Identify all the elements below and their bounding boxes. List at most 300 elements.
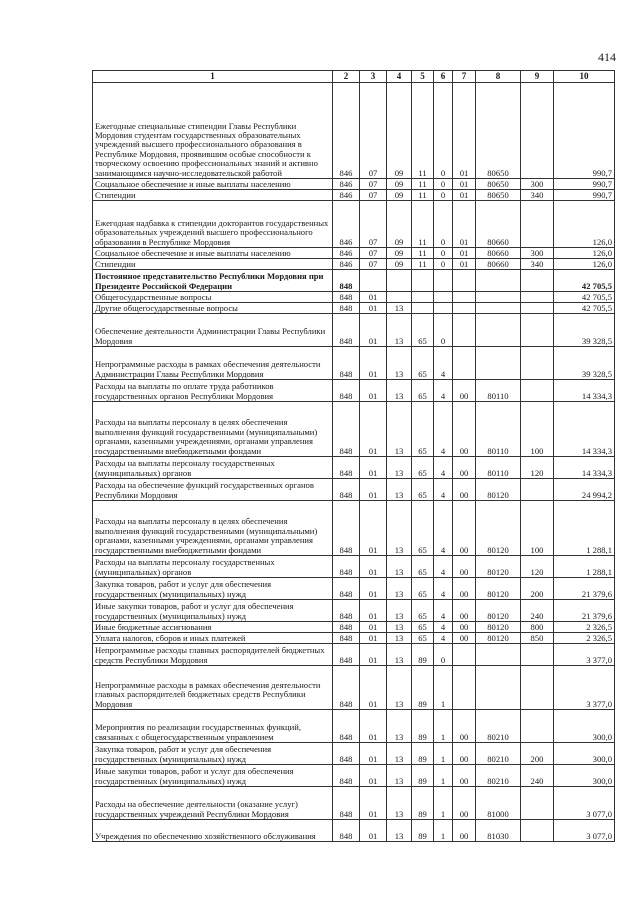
table-row xyxy=(93,347,615,380)
header-cell: 7 xyxy=(453,71,476,83)
program-code: 89 xyxy=(412,666,434,710)
amount: 39 328,5 xyxy=(554,347,615,380)
section-code: 01 xyxy=(360,556,387,578)
amount: 300,0 xyxy=(554,743,615,765)
amount: 42 705,5 xyxy=(554,303,615,314)
table-row xyxy=(93,479,615,501)
direction-code xyxy=(453,303,476,314)
direction-code: 00 xyxy=(453,710,476,743)
subprogram-code: 4 xyxy=(434,600,453,622)
target-code: 81000 xyxy=(476,787,521,820)
subsection-code: 13 xyxy=(387,710,412,743)
program-code: 11 xyxy=(412,190,434,201)
admin-code: 846 xyxy=(333,201,360,248)
section-code: 01 xyxy=(360,666,387,710)
section-code: 01 xyxy=(360,820,387,842)
admin-code: 848 xyxy=(333,710,360,743)
target-code: 80110 xyxy=(476,457,521,479)
target-code: 80120 xyxy=(476,556,521,578)
amount: 990,7 xyxy=(554,179,615,190)
expense-type-code: 240 xyxy=(521,765,554,787)
subsection-code: 13 xyxy=(387,380,412,402)
expense-type-code: 300 xyxy=(521,179,554,190)
target-code: 80110 xyxy=(476,402,521,457)
expense-type-code: 340 xyxy=(521,259,554,270)
admin-code: 848 xyxy=(333,600,360,622)
table-row xyxy=(93,633,615,644)
subprogram-code: 0 xyxy=(434,314,453,347)
target-code: 80650 xyxy=(476,190,521,201)
section-code: 07 xyxy=(360,179,387,190)
direction-code: 01 xyxy=(453,83,476,179)
program-code: 65 xyxy=(412,633,434,644)
row-name: Мероприятия по реализации государственных функций, связанных с общегосударственным управлением xyxy=(93,710,333,743)
expense-type-code: 800 xyxy=(521,622,554,633)
table-row xyxy=(93,820,615,842)
header-row xyxy=(93,71,615,83)
direction-code xyxy=(453,270,476,292)
amount: 126,0 xyxy=(554,201,615,248)
header-cell: 4 xyxy=(387,71,412,83)
subsection-code: 13 xyxy=(387,303,412,314)
subprogram-code: 0 xyxy=(434,644,453,666)
target-code: 80120 xyxy=(476,501,521,556)
direction-code: 01 xyxy=(453,201,476,248)
table-row xyxy=(93,457,615,479)
row-name: Обеспечение деятельности Администрации Главы Республики Мордовия xyxy=(93,314,333,347)
row-name: Социальное обеспечение и иные выплаты населению xyxy=(93,248,333,259)
amount: 126,0 xyxy=(554,248,615,259)
admin-code: 848 xyxy=(333,644,360,666)
section-code: 01 xyxy=(360,457,387,479)
subsection-code: 13 xyxy=(387,347,412,380)
section-code: 01 xyxy=(360,501,387,556)
program-code: 65 xyxy=(412,402,434,457)
direction-code: 01 xyxy=(453,179,476,190)
section-code: 01 xyxy=(360,314,387,347)
table-row xyxy=(93,190,615,201)
table-row xyxy=(93,179,615,190)
subprogram-code: 0 xyxy=(434,190,453,201)
section-code: 01 xyxy=(360,633,387,644)
direction-code: 00 xyxy=(453,556,476,578)
target-code: 80660 xyxy=(476,201,521,248)
target-code xyxy=(476,666,521,710)
row-name: Непрограммные расходы в рамках обеспечения деятельности Администрации Главы Республики Мордовия xyxy=(93,347,333,380)
page-number: 414 xyxy=(598,50,616,64)
table-row xyxy=(93,622,615,633)
table-row xyxy=(93,292,615,303)
subsection-code: 09 xyxy=(387,248,412,259)
subsection-code: 13 xyxy=(387,457,412,479)
expense-type-code xyxy=(521,666,554,710)
subprogram-code: 4 xyxy=(434,633,453,644)
subprogram-code: 0 xyxy=(434,248,453,259)
admin-code: 848 xyxy=(333,743,360,765)
expense-type-code: 100 xyxy=(521,402,554,457)
program-code: 89 xyxy=(412,644,434,666)
program-code: 65 xyxy=(412,622,434,633)
section-code: 07 xyxy=(360,248,387,259)
program-code: 89 xyxy=(412,820,434,842)
row-name: Непрограммные расходы в рамках обеспечения деятельности главных распорядителей бюджетных средств Республики Мордовия xyxy=(93,666,333,710)
expense-type-code xyxy=(521,83,554,179)
program-code xyxy=(412,270,434,292)
amount: 3 077,0 xyxy=(554,820,615,842)
subprogram-code: 4 xyxy=(434,347,453,380)
table-row xyxy=(93,556,615,578)
row-name: Расходы на обеспечение деятельности (оказание услуг) государственных учреждений Республики Мордовия xyxy=(93,787,333,820)
program-code: 65 xyxy=(412,600,434,622)
row-name: Закупка товаров, работ и услуг для обеспечения государственных (муниципальных) нужд xyxy=(93,578,333,600)
program-code xyxy=(412,303,434,314)
subprogram-code xyxy=(434,303,453,314)
direction-code xyxy=(453,666,476,710)
row-name: Расходы на выплаты персоналу в целях обеспечения выполнения функций государственными (муниципальными) органами, казенными учреждениями, органами управления государственными внебюджетными фондами xyxy=(93,501,333,556)
section-code: 07 xyxy=(360,190,387,201)
target-code: 80210 xyxy=(476,710,521,743)
program-code: 89 xyxy=(412,743,434,765)
program-code: 89 xyxy=(412,765,434,787)
admin-code: 846 xyxy=(333,83,360,179)
subprogram-code: 4 xyxy=(434,457,453,479)
target-code: 80120 xyxy=(476,578,521,600)
expense-type-code: 120 xyxy=(521,457,554,479)
program-code: 11 xyxy=(412,179,434,190)
table-row xyxy=(93,259,615,270)
program-code: 89 xyxy=(412,710,434,743)
admin-code: 848 xyxy=(333,578,360,600)
target-code: 80650 xyxy=(476,179,521,190)
direction-code: 00 xyxy=(453,578,476,600)
subsection-code: 09 xyxy=(387,83,412,179)
expense-type-code: 300 xyxy=(521,248,554,259)
subsection-code: 13 xyxy=(387,402,412,457)
subprogram-code: 0 xyxy=(434,259,453,270)
header-cell: 1 xyxy=(93,71,333,83)
section-code: 01 xyxy=(360,578,387,600)
program-code: 65 xyxy=(412,501,434,556)
expense-type-code xyxy=(521,201,554,248)
program-code: 65 xyxy=(412,556,434,578)
section-code: 01 xyxy=(360,787,387,820)
direction-code: 00 xyxy=(453,743,476,765)
admin-code: 848 xyxy=(333,820,360,842)
budget-table xyxy=(92,70,615,842)
table-row xyxy=(93,765,615,787)
section-code xyxy=(360,270,387,292)
target-code: 80120 xyxy=(476,622,521,633)
amount: 2 326,5 xyxy=(554,622,615,633)
subsection-code: 13 xyxy=(387,578,412,600)
subsection-code: 13 xyxy=(387,644,412,666)
section-code: 01 xyxy=(360,622,387,633)
program-code: 65 xyxy=(412,380,434,402)
subprogram-code: 0 xyxy=(434,201,453,248)
table-row xyxy=(93,248,615,259)
subprogram-code: 4 xyxy=(434,556,453,578)
expense-type-code xyxy=(521,710,554,743)
table-row xyxy=(93,402,615,457)
expense-type-code xyxy=(521,270,554,292)
admin-code: 848 xyxy=(333,787,360,820)
section-code: 01 xyxy=(360,479,387,501)
table-row xyxy=(93,314,615,347)
subprogram-code: 4 xyxy=(434,578,453,600)
amount: 3 377,0 xyxy=(554,644,615,666)
program-code: 11 xyxy=(412,248,434,259)
direction-code: 00 xyxy=(453,633,476,644)
row-name: Расходы на выплаты персоналу в целях обеспечения выполнения функций государственными (муниципальными) органами, казенными учреждениями, органами управления государственными внебюджетными фондами xyxy=(93,402,333,457)
row-name: Непрограммные расходы главных распорядителей бюджетных средств Республики Мордовия xyxy=(93,644,333,666)
admin-code: 848 xyxy=(333,314,360,347)
admin-code: 848 xyxy=(333,556,360,578)
subsection-code: 13 xyxy=(387,479,412,501)
admin-code: 848 xyxy=(333,457,360,479)
row-name: Закупка товаров, работ и услуг для обеспечения государственных (муниципальных) нужд xyxy=(93,743,333,765)
amount: 990,7 xyxy=(554,190,615,201)
subprogram-code: 1 xyxy=(434,820,453,842)
subprogram-code xyxy=(434,292,453,303)
admin-code: 848 xyxy=(333,765,360,787)
table-row xyxy=(93,787,615,820)
expense-type-code: 200 xyxy=(521,578,554,600)
table-row xyxy=(93,303,615,314)
subprogram-code: 4 xyxy=(434,622,453,633)
expense-type-code xyxy=(521,314,554,347)
subsection-code xyxy=(387,270,412,292)
direction-code: 00 xyxy=(453,600,476,622)
target-code: 81030 xyxy=(476,820,521,842)
section-code: 01 xyxy=(360,600,387,622)
admin-code: 848 xyxy=(333,292,360,303)
direction-code: 00 xyxy=(453,622,476,633)
section-code: 07 xyxy=(360,83,387,179)
subsection-code: 09 xyxy=(387,201,412,248)
subprogram-code: 1 xyxy=(434,787,453,820)
expense-type-code xyxy=(521,292,554,303)
subprogram-code: 1 xyxy=(434,666,453,710)
expense-type-code: 240 xyxy=(521,600,554,622)
subsection-code xyxy=(387,292,412,303)
header-cell: 9 xyxy=(521,71,554,83)
program-code: 11 xyxy=(412,83,434,179)
header-cell: 3 xyxy=(360,71,387,83)
direction-code: 00 xyxy=(453,765,476,787)
amount: 24 994,2 xyxy=(554,479,615,501)
direction-code: 01 xyxy=(453,259,476,270)
amount: 2 326,5 xyxy=(554,633,615,644)
expense-type-code: 120 xyxy=(521,556,554,578)
program-code: 11 xyxy=(412,201,434,248)
program-code: 65 xyxy=(412,457,434,479)
section-code: 01 xyxy=(360,743,387,765)
amount: 39 328,5 xyxy=(554,314,615,347)
expense-type-code xyxy=(521,479,554,501)
amount: 990,7 xyxy=(554,83,615,179)
subprogram-code: 1 xyxy=(434,743,453,765)
table-row xyxy=(93,201,615,248)
subprogram-code: 4 xyxy=(434,380,453,402)
subsection-code: 13 xyxy=(387,787,412,820)
header-cell: 10 xyxy=(554,71,615,83)
target-code xyxy=(476,314,521,347)
section-code: 01 xyxy=(360,380,387,402)
table-row xyxy=(93,501,615,556)
subsection-code: 13 xyxy=(387,820,412,842)
direction-code: 00 xyxy=(453,820,476,842)
row-name: Ежегодные специальные стипендии Главы Республики Мордовия студентам государственных образовательных учреждений высшего профессионального образования в Республике Мордовия, проявившим особые способности к творческому освоению профессиональных знаний и активно занимающимся научно-исследовательской работой xyxy=(93,83,333,179)
admin-code: 848 xyxy=(333,303,360,314)
direction-code: 00 xyxy=(453,501,476,556)
direction-code: 00 xyxy=(453,457,476,479)
table-row xyxy=(93,380,615,402)
amount: 3 077,0 xyxy=(554,787,615,820)
table-row xyxy=(93,743,615,765)
direction-code xyxy=(453,292,476,303)
expense-type-code: 100 xyxy=(521,501,554,556)
admin-code: 848 xyxy=(333,622,360,633)
table-row xyxy=(93,83,615,179)
program-code: 65 xyxy=(412,347,434,380)
table-row xyxy=(93,600,615,622)
row-name: Ежегодная надбавка к стипендии докторантов государственных образовательных учреждений высшего профессионального образования в Республике Мордовия xyxy=(93,201,333,248)
admin-code: 848 xyxy=(333,270,360,292)
subsection-code: 09 xyxy=(387,179,412,190)
amount: 14 334,3 xyxy=(554,380,615,402)
direction-code: 00 xyxy=(453,402,476,457)
row-name: Социальное обеспечение и иные выплаты населению xyxy=(93,179,333,190)
row-name: Учреждения по обеспечению хозяйственного обслуживания xyxy=(93,820,333,842)
section-code: 01 xyxy=(360,292,387,303)
amount: 3 377,0 xyxy=(554,666,615,710)
target-code xyxy=(476,347,521,380)
row-name: Иные закупки товаров, работ и услуг для обеспечения государственных (муниципальных) нужд xyxy=(93,600,333,622)
expense-type-code xyxy=(521,380,554,402)
section-code: 07 xyxy=(360,259,387,270)
target-code: 80660 xyxy=(476,259,521,270)
section-code: 01 xyxy=(360,402,387,457)
program-code: 65 xyxy=(412,479,434,501)
target-code: 80120 xyxy=(476,479,521,501)
amount: 126,0 xyxy=(554,259,615,270)
amount: 14 334,3 xyxy=(554,402,615,457)
subsection-code: 09 xyxy=(387,259,412,270)
amount: 1 288,1 xyxy=(554,501,615,556)
program-code: 11 xyxy=(412,259,434,270)
admin-code: 848 xyxy=(333,666,360,710)
amount: 300,0 xyxy=(554,765,615,787)
program-code: 89 xyxy=(412,787,434,820)
section-code: 01 xyxy=(360,765,387,787)
target-code xyxy=(476,292,521,303)
target-code: 80660 xyxy=(476,248,521,259)
amount: 1 288,1 xyxy=(554,556,615,578)
program-code: 65 xyxy=(412,314,434,347)
target-code: 80650 xyxy=(476,83,521,179)
amount: 14 334,3 xyxy=(554,457,615,479)
amount: 21 379,6 xyxy=(554,600,615,622)
row-name: Общегосударственные вопросы xyxy=(93,292,333,303)
subsection-code: 13 xyxy=(387,556,412,578)
subprogram-code: 1 xyxy=(434,765,453,787)
target-code: 80120 xyxy=(476,600,521,622)
admin-code: 848 xyxy=(333,402,360,457)
subsection-code: 13 xyxy=(387,314,412,347)
admin-code: 848 xyxy=(333,479,360,501)
header-cell: 6 xyxy=(434,71,453,83)
row-name: Иные бюджетные ассигнования xyxy=(93,622,333,633)
direction-code: 01 xyxy=(453,248,476,259)
row-name: Иные закупки товаров, работ и услуг для обеспечения государственных (муниципальных) нужд xyxy=(93,765,333,787)
row-name: Стипендии xyxy=(93,190,333,201)
header-cell: 5 xyxy=(412,71,434,83)
admin-code: 848 xyxy=(333,501,360,556)
admin-code: 846 xyxy=(333,179,360,190)
program-code xyxy=(412,292,434,303)
subsection-code: 13 xyxy=(387,501,412,556)
program-code: 65 xyxy=(412,578,434,600)
table-row xyxy=(93,710,615,743)
subprogram-code: 1 xyxy=(434,710,453,743)
target-code: 80210 xyxy=(476,743,521,765)
amount: 21 379,6 xyxy=(554,578,615,600)
subprogram-code xyxy=(434,270,453,292)
subsection-code: 13 xyxy=(387,666,412,710)
amount: 42 705,5 xyxy=(554,270,615,292)
admin-code: 846 xyxy=(333,248,360,259)
expense-type-code: 200 xyxy=(521,743,554,765)
admin-code: 848 xyxy=(333,380,360,402)
direction-code xyxy=(453,347,476,380)
target-code: 80120 xyxy=(476,633,521,644)
direction-code xyxy=(453,644,476,666)
subprogram-code: 4 xyxy=(434,501,453,556)
header-cell: 2 xyxy=(333,71,360,83)
row-name: Постоянное представительство Республики Мордовия при Президенте Российской Федерации xyxy=(93,270,333,292)
section-code: 01 xyxy=(360,303,387,314)
table-row xyxy=(93,644,615,666)
target-code xyxy=(476,303,521,314)
row-name: Расходы на выплаты персоналу государственных (муниципальных) органов xyxy=(93,457,333,479)
row-name: Расходы на выплаты по оплате труда работников государственных органов Республики Мордовия xyxy=(93,380,333,402)
row-name: Другие общегосударственные вопросы xyxy=(93,303,333,314)
subsection-code: 13 xyxy=(387,743,412,765)
admin-code: 846 xyxy=(333,259,360,270)
expense-type-code xyxy=(521,644,554,666)
direction-code: 00 xyxy=(453,479,476,501)
admin-code: 846 xyxy=(333,190,360,201)
expense-type-code: 340 xyxy=(521,190,554,201)
target-code xyxy=(476,270,521,292)
header-cell: 8 xyxy=(476,71,521,83)
row-name: Расходы на выплаты персоналу государственных (муниципальных) органов xyxy=(93,556,333,578)
direction-code xyxy=(453,314,476,347)
subsection-code: 13 xyxy=(387,633,412,644)
expense-type-code xyxy=(521,820,554,842)
target-code xyxy=(476,644,521,666)
section-code: 07 xyxy=(360,201,387,248)
expense-type-code: 850 xyxy=(521,633,554,644)
direction-code: 00 xyxy=(453,380,476,402)
section-code: 01 xyxy=(360,347,387,380)
row-name: Стипендии xyxy=(93,259,333,270)
subsection-code: 13 xyxy=(387,600,412,622)
direction-code: 01 xyxy=(453,190,476,201)
subsection-code: 13 xyxy=(387,765,412,787)
section-code: 01 xyxy=(360,710,387,743)
table-row xyxy=(93,270,615,292)
